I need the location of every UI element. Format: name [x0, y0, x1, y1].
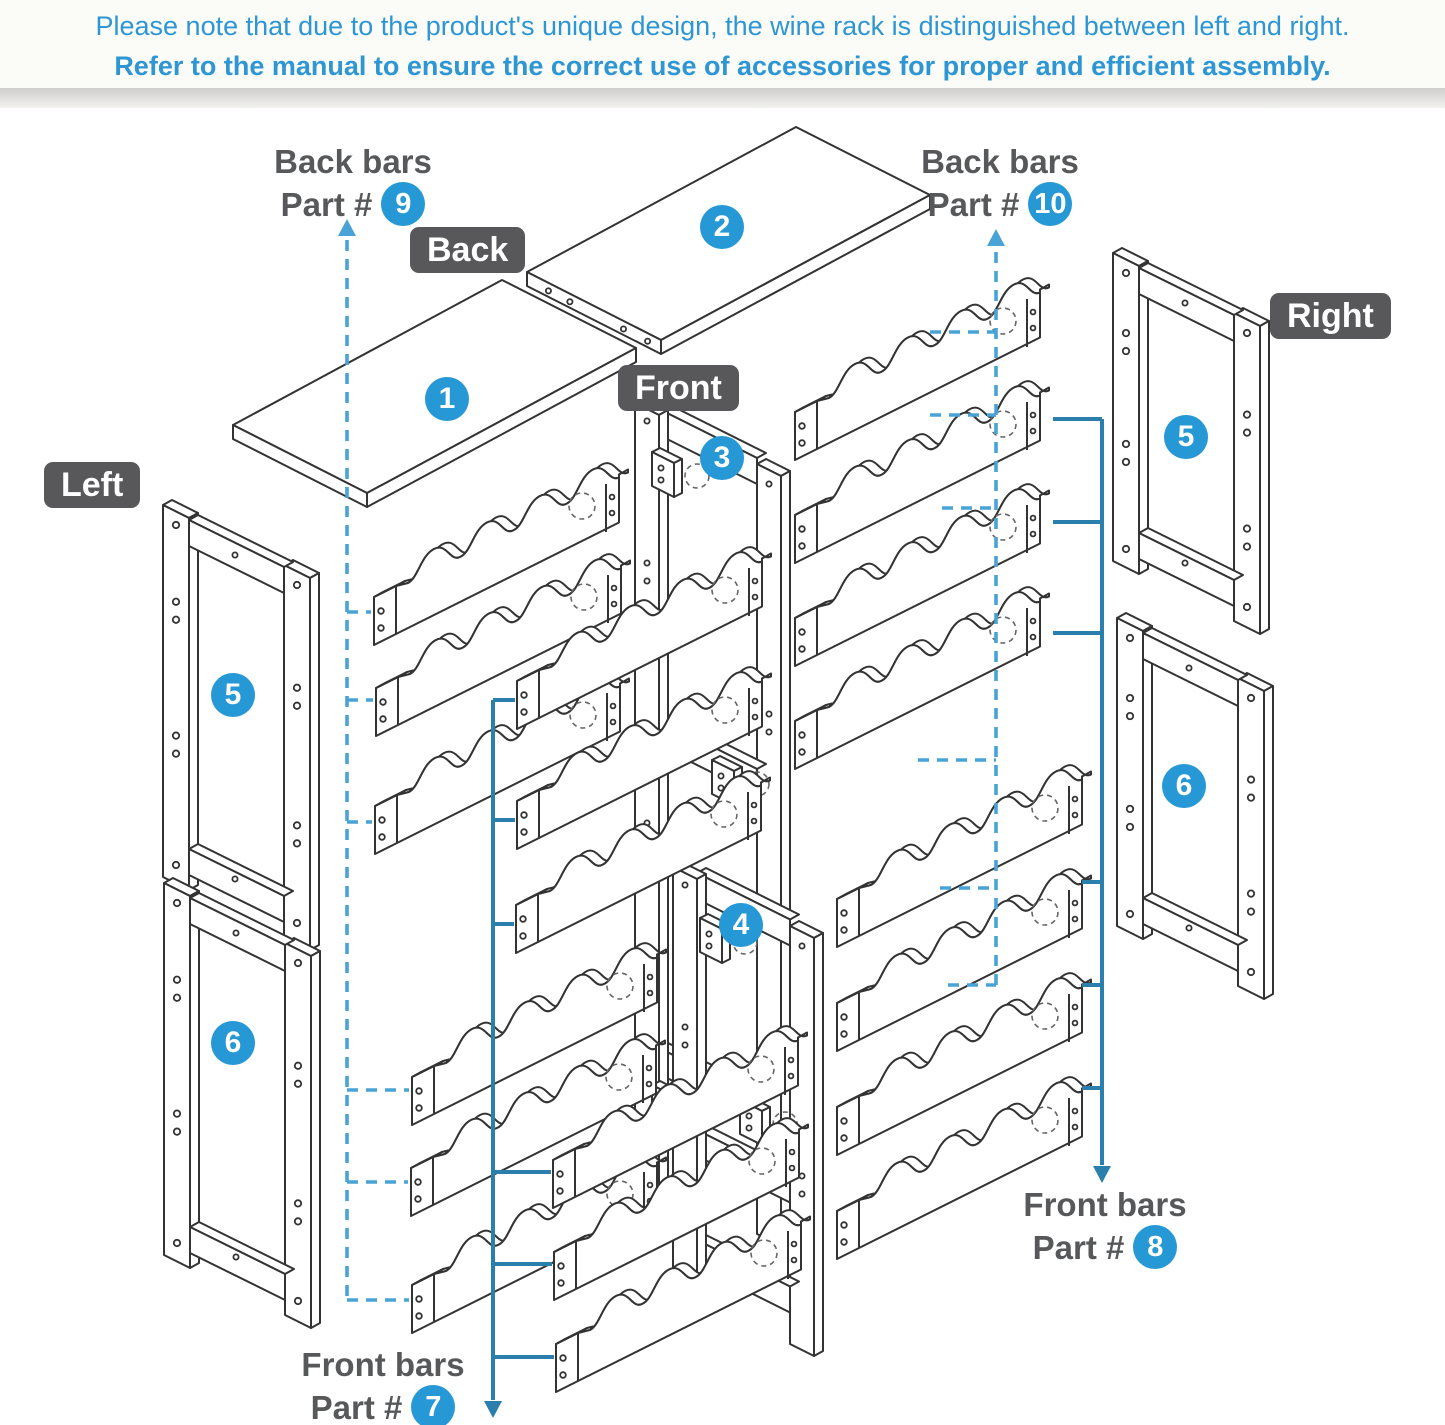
- label-front-bars-7-title: Front bars: [301, 1346, 465, 1383]
- tag-left: Left: [44, 462, 140, 508]
- side-frame-left-top: [163, 500, 319, 950]
- tag-front: Front: [618, 365, 739, 411]
- part-7-chip: 7: [411, 1385, 455, 1425]
- label-back-bars-10: [885, 143, 1115, 226]
- side-frame-left-bottom: [164, 878, 320, 1328]
- label-front-bars-8-part: Part #: [1032, 1228, 1125, 1266]
- badge-part-5-right: 5: [1164, 415, 1208, 459]
- badge-part-2: 2: [700, 205, 744, 249]
- badge-part-6-left: 6: [211, 1021, 255, 1065]
- label-back-bars-9-part: Part #: [280, 185, 373, 223]
- side-frame-right-bottom: [1117, 613, 1273, 999]
- badge-part-6-right: 6: [1162, 764, 1206, 808]
- notice-line-1: Please note that due to the product's unique design, the wine rack is distinguished between left and right.: [95, 11, 1350, 41]
- label-back-bars-9-title: Back bars: [274, 143, 432, 180]
- banner-shadow-divider: [0, 88, 1445, 108]
- part-9-chip: 9: [381, 182, 425, 226]
- notice-banner: [0, 0, 1445, 88]
- tag-back: Back: [410, 227, 525, 273]
- label-front-bars-8-title: Front bars: [1023, 1186, 1187, 1223]
- badge-part-5-left: 5: [211, 673, 255, 717]
- badge-part-4: 4: [719, 903, 763, 947]
- tag-right: Right: [1270, 293, 1391, 339]
- part-8-chip: 8: [1133, 1225, 1177, 1269]
- part-10-chip: 10: [1028, 182, 1072, 226]
- label-back-bars-9: [238, 143, 468, 226]
- label-front-bars-7-part: Part #: [310, 1388, 403, 1425]
- badge-part-3: 3: [700, 436, 744, 480]
- label-back-bars-10-part: Part #: [927, 185, 1020, 223]
- notice-line-2: Refer to the manual to ensure the correct use of accessories for proper and efficient assembly.: [114, 51, 1331, 81]
- badge-part-1: 1: [425, 377, 469, 421]
- label-back-bars-10-title: Back bars: [921, 143, 1079, 180]
- label-front-bars-8: [990, 1186, 1220, 1269]
- label-front-bars-7: [268, 1346, 498, 1425]
